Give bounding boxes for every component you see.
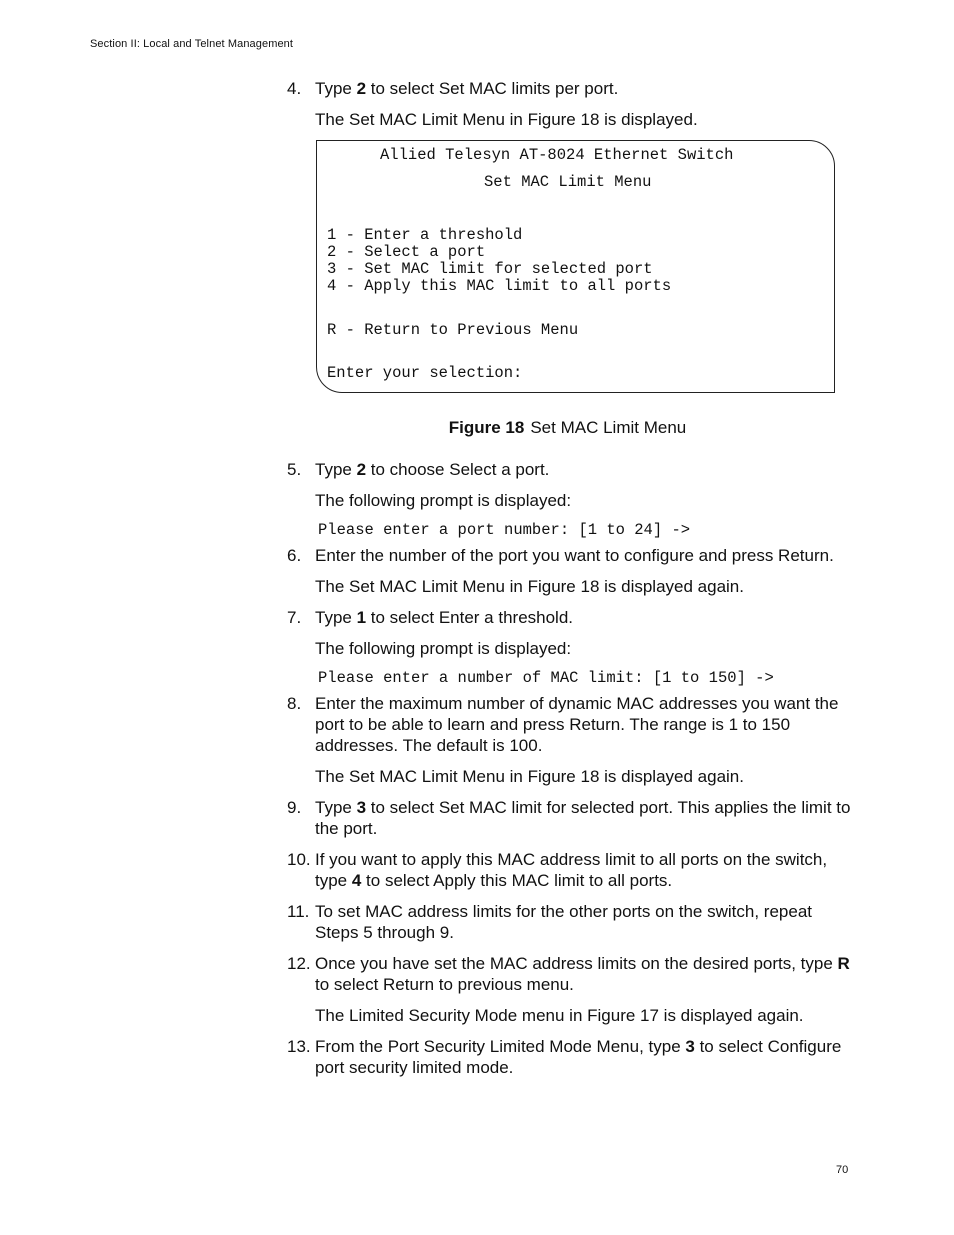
- step-text: If you want to apply this MAC address limit to all ports on the switch, type 4 to select Apply this MAC limit to all ports.: [315, 850, 828, 890]
- page-number: 70: [836, 1164, 849, 1176]
- menu-option-3: 3 - Set MAC limit for selected port: [327, 260, 653, 278]
- step-number: 6.: [287, 546, 302, 565]
- key-text: R: [837, 954, 850, 973]
- figure-caption: [315, 417, 820, 438]
- step-number: 13.: [287, 1037, 311, 1056]
- terminal-screen: [316, 140, 835, 393]
- menu-option-1: 1 - Enter a threshold: [327, 226, 523, 244]
- step-text: Enter the number of the port you want to configure and press Return.: [315, 546, 834, 565]
- key-text: 2: [356, 79, 367, 98]
- step-13: [287, 1036, 852, 1078]
- step-number: 12.: [287, 954, 311, 973]
- step-result: The Set MAC Limit Menu in Figure 18 is displayed.: [315, 110, 698, 129]
- step-6: [287, 545, 852, 566]
- step-10: [287, 849, 852, 891]
- key-text: 3: [685, 1037, 695, 1056]
- step-number: 5.: [287, 460, 302, 479]
- step-result: The Set MAC Limit Menu in Figure 18 is displayed again.: [315, 767, 744, 786]
- step-4: [287, 78, 852, 99]
- figure-label: Figure 18: [448, 418, 525, 437]
- step-number: 9.: [287, 798, 302, 817]
- key-text: 2: [356, 460, 367, 479]
- step-11: [287, 901, 852, 943]
- step-8: [287, 693, 852, 756]
- terminal-menu-name: Set MAC Limit Menu: [484, 173, 652, 191]
- step-7: [287, 607, 852, 628]
- step-number: 10.: [287, 850, 311, 869]
- prompt-code: Please enter a port number: [1 to 24] ->: [318, 521, 691, 539]
- step-text: Enter the maximum number of dynamic MAC addresses you want the port to be able to learn and press Return. The range is 1 to 150 addresses. The default is 100.: [315, 694, 839, 755]
- step-text: Once you have set the MAC address limits on the desired ports, type R to select Return to previous menu.: [315, 954, 850, 994]
- step-text: From the Port Security Limited Mode Menu, type 3 to select Configure port security limited mode.: [315, 1037, 842, 1077]
- step-result: The following prompt is displayed:: [315, 639, 572, 658]
- step-text: Type 2 to select Set MAC limits per port.: [315, 79, 619, 98]
- step-number: 11.: [287, 902, 310, 921]
- step-number: 8.: [287, 694, 302, 713]
- menu-option-2: 2 - Select a port: [327, 243, 486, 261]
- page-header: Section II: Local and Telnet Management: [90, 38, 294, 50]
- menu-option-4: 4 - Apply this MAC limit to all ports: [327, 277, 672, 295]
- key-text: 4: [351, 871, 362, 890]
- step-result: The Set MAC Limit Menu in Figure 18 is displayed again.: [315, 577, 744, 596]
- step-number: 4.: [287, 79, 302, 98]
- step-text: Type 1 to select Enter a threshold.: [315, 608, 574, 627]
- figure-title: Set MAC Limit Menu: [530, 418, 687, 437]
- step-text: To set MAC address limits for the other ports on the switch, repeat Steps 5 through 9.: [315, 902, 812, 942]
- menu-option-return: R - Return to Previous Menu: [327, 321, 579, 339]
- terminal-prompt: Enter your selection:: [327, 364, 523, 382]
- step-result: The following prompt is displayed:: [315, 491, 572, 510]
- step-text: Type 3 to select Set MAC limit for selected port. This applies the limit to the port.: [315, 798, 851, 838]
- terminal-title: Allied Telesyn AT-8024 Ethernet Switch: [380, 146, 734, 164]
- prompt-code: Please enter a number of MAC limit: [1 to 150] ->: [318, 669, 774, 687]
- step-12: [287, 953, 852, 995]
- step-9: [287, 797, 852, 839]
- step-result: The Limited Security Mode menu in Figure 17 is displayed again.: [315, 1006, 804, 1025]
- key-text: 3: [356, 798, 367, 817]
- step-5: [287, 459, 852, 480]
- step-text: Type 2 to choose Select a port.: [315, 460, 550, 479]
- step-number: 7.: [287, 608, 302, 627]
- key-text: 1: [356, 608, 367, 627]
- page-content: [287, 78, 852, 1088]
